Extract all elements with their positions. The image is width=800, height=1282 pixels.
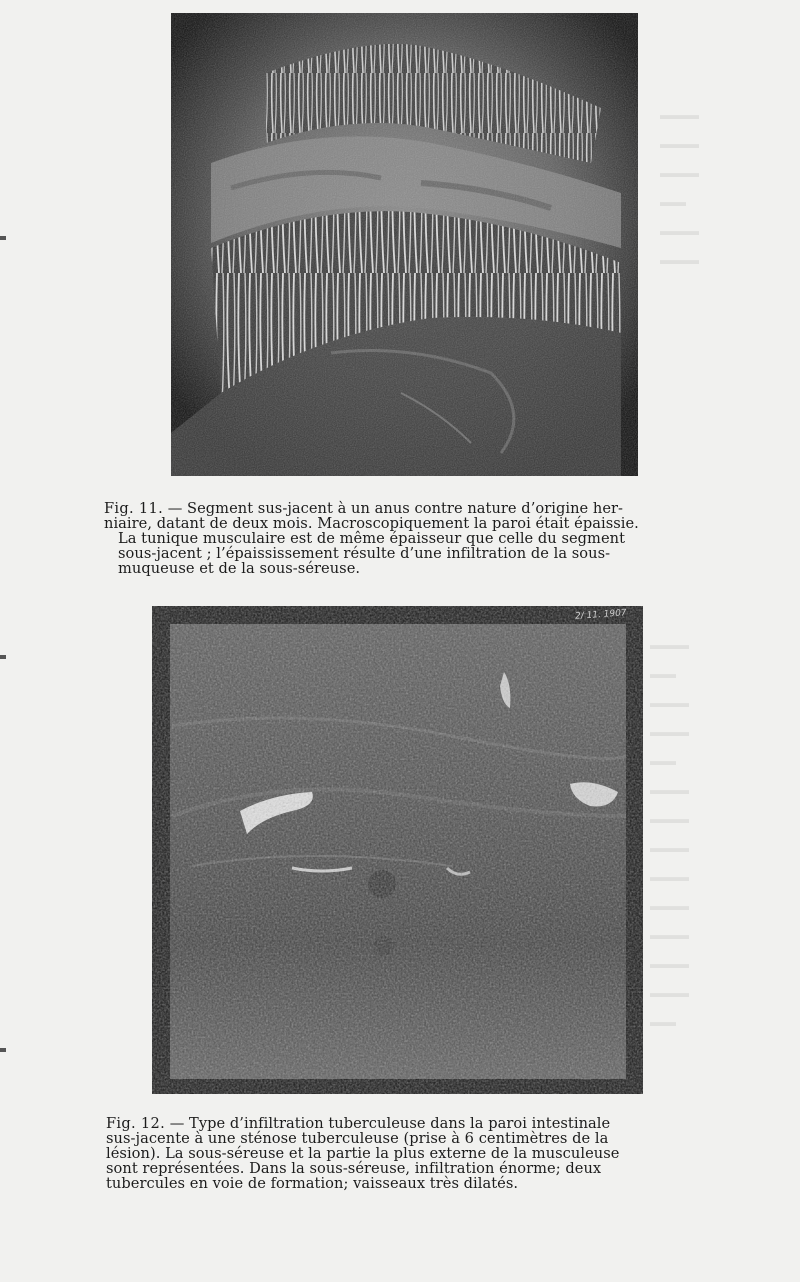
- micrograph-image: [171, 13, 638, 476]
- caption-line: La tunique musculaire est de même épaisseur que celle du segment: [118, 530, 625, 547]
- caption-line: Fig. 12. — Type d’infiltration tuberculeuse dans la paroi intestinale: [106, 1115, 611, 1132]
- caption-line: Fig. 11. — Segment sus-jacent à un anus contre nature d’origine her-: [104, 500, 624, 517]
- caption-line: sus-jacente à une sténose tuberculeuse (prise à 6 centimètres de la: [106, 1130, 609, 1147]
- micrograph-figure-11: [171, 13, 638, 476]
- caption-line: tubercules en voie de formation; vaisseaux très dilatés.: [106, 1175, 519, 1192]
- show-through-texture: ▬▬▬ ▬▬▬ ▬▬▬ ▬▬ ▬▬▬ ▬▬▬: [660, 107, 699, 267]
- caption-line: muqueuse et de la sous-séreuse.: [118, 560, 361, 577]
- caption-line: niaire, datant de deux mois. Macroscopiquement la paroi était épaissie.: [104, 515, 639, 532]
- binding-mark: [0, 655, 6, 659]
- figure-label: Fig. 12.: [106, 1115, 166, 1132]
- caption-line: lésion). La sous-séreuse et la partie la plus externe de la musculeuse: [106, 1145, 620, 1162]
- show-through-texture: ▬▬▬ ▬▬ ▬▬▬ ▬▬▬ ▬▬ ▬▬▬ ▬▬▬ ▬▬▬ ▬▬▬ ▬▬▬ ▬▬▬ ▬▬▬ ▬▬▬ ▬▬: [650, 637, 689, 1029]
- binding-mark: [0, 236, 6, 240]
- caption-line: sont représentées. Dans la sous-séreuse, infiltration énorme; deux: [106, 1160, 602, 1177]
- figure-11-caption: [104, 501, 698, 576]
- figure-label: Fig. 11.: [104, 500, 164, 517]
- binding-mark: [0, 1048, 6, 1052]
- plate-handwritten-mark: 2/ 11. 1907: [575, 608, 628, 622]
- caption-line: sous-jacent ; l’épaississement résulte d’une infiltration de la sous-: [118, 545, 611, 562]
- micrograph-figure-12: [152, 606, 643, 1094]
- figure-12-caption: [106, 1116, 693, 1191]
- micrograph-image: [152, 606, 643, 1094]
